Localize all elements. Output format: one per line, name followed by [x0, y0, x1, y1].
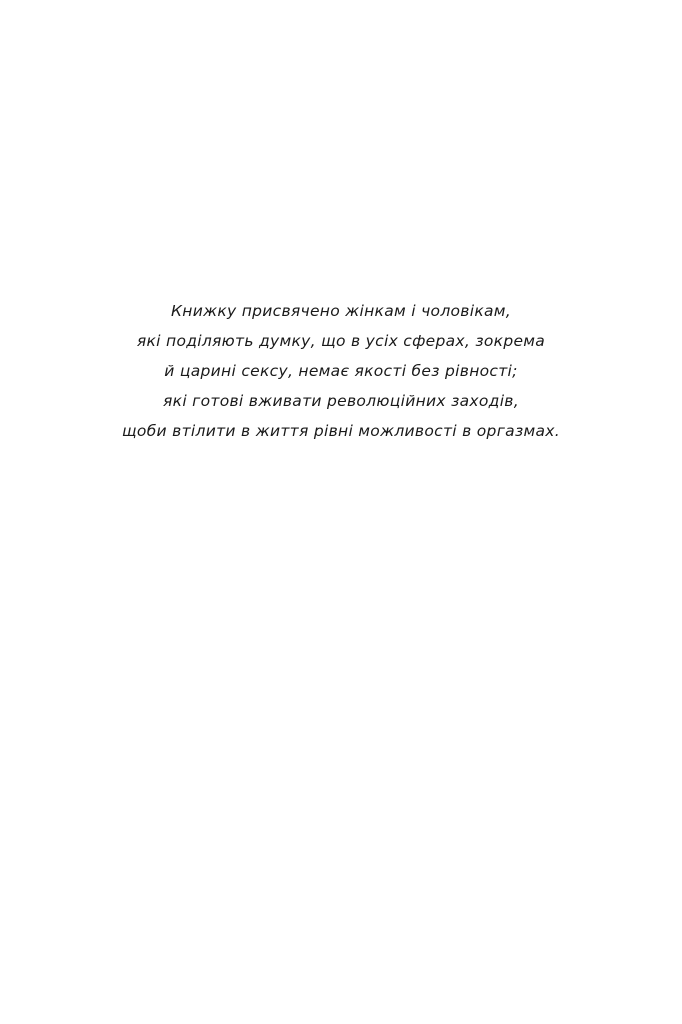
dedication-line-1: Книжку присвячено жінкам і чоловікам, — [170, 302, 512, 320]
dedication-line-2: які поділяють думку, що в усіх сферах, зокрема — [136, 332, 546, 350]
dedication-line-3: й царині сексу, немає якості без рівності; — [164, 362, 518, 380]
dedication-line-5: щоби втілити в життя рівні можливості в оргазмах. — [122, 422, 560, 440]
dedication-text — [0, 296, 682, 446]
dedication-line-4: які готові вживати революційних заходів, — [163, 392, 519, 410]
